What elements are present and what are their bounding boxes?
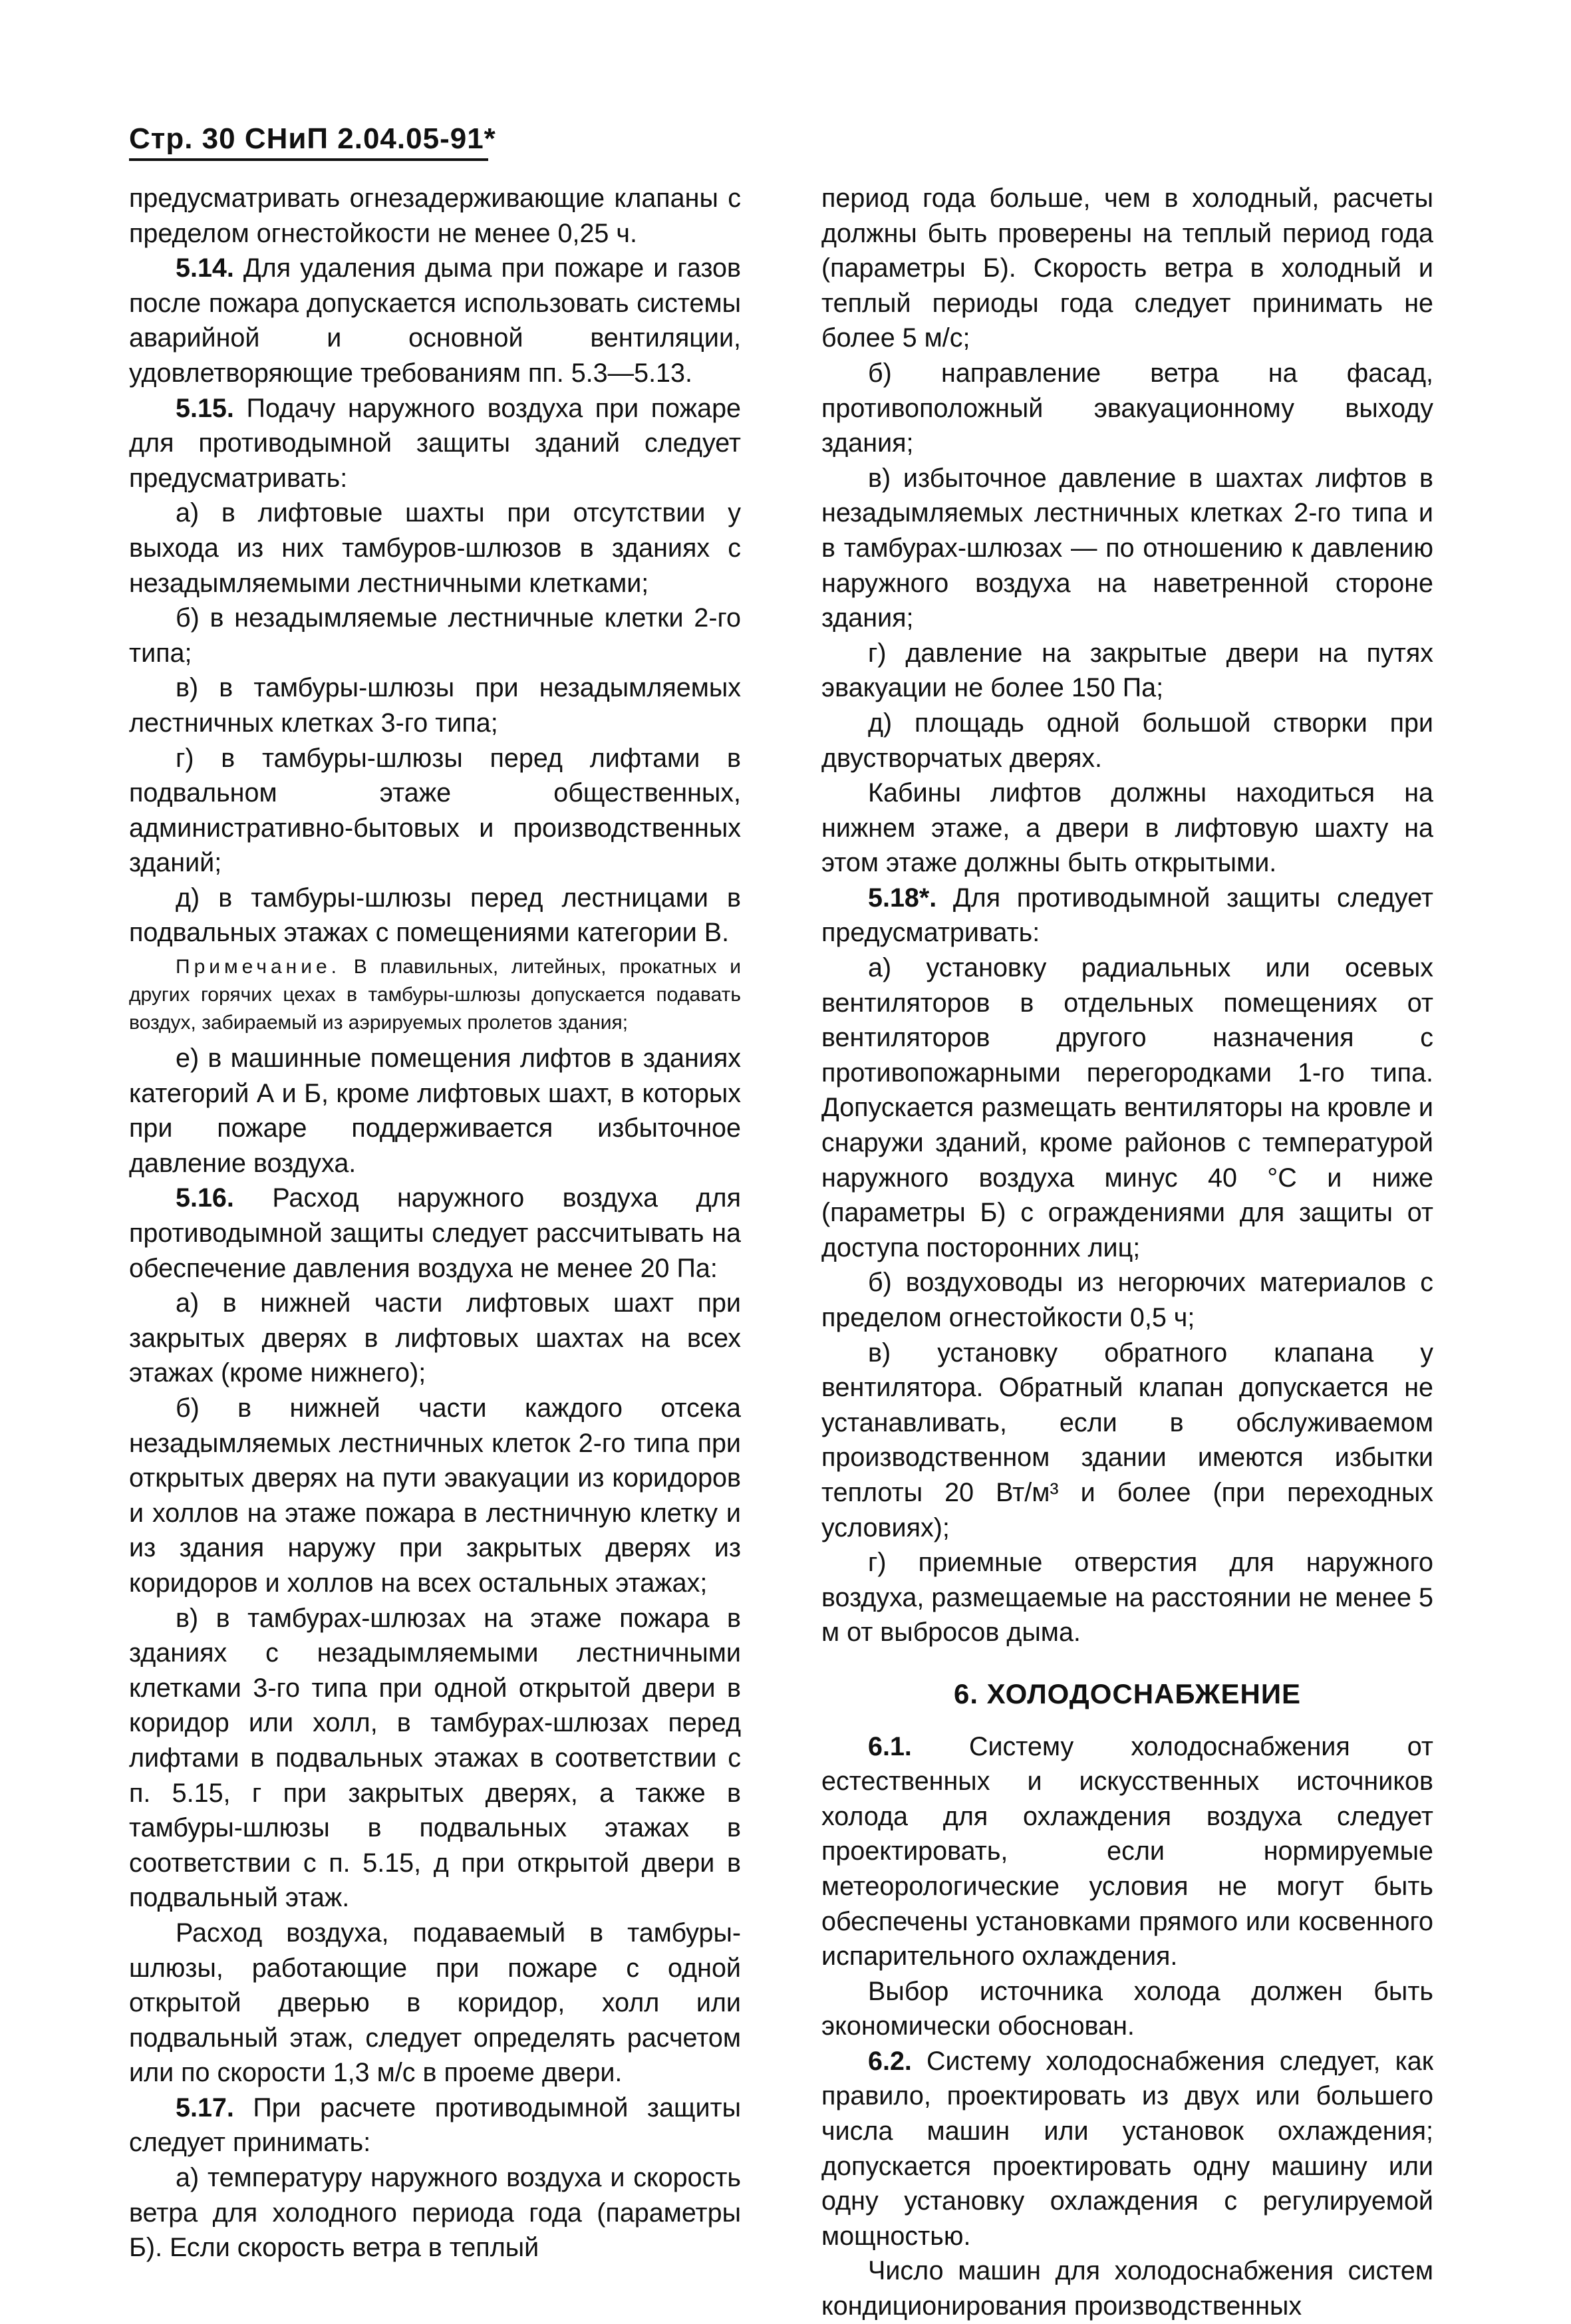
clause-6-1 <box>821 1729 1433 1974</box>
list-item: а) в лифтовые шахты при отсутствии у выхода из них тамбуров-шлюзов в зданиях с незадымляемыми лестничными клетками; <box>129 498 741 598</box>
note-label: Примечание. <box>176 956 341 978</box>
clause-6-2 <box>821 2044 1433 2254</box>
note-text: В плавильных, литейных, прокатных и других горячих цехах в тамбуры-шлюзы допускается подавать воздух, забираемый из аэрируемых пролетов здания; <box>129 956 741 1034</box>
list-item: б) в нижней части каждого отсека незадымляемых лестничных клеток 2-го типа при открытых дверях на пути эвакуации из коридоров и холлов на этаже пожара в лестничную клетку и из здания наружу при закрытых дверях из коридоров и холлов на всех остальных этажах; <box>129 1393 741 1598</box>
clause-5-15 <box>129 391 741 496</box>
clause-5-18 <box>821 881 1433 950</box>
clause-5-14 <box>129 251 741 390</box>
clause-number: 5.18*. <box>868 883 937 913</box>
left-column <box>129 181 741 2265</box>
clause-number: 5.14. <box>176 253 234 283</box>
clause-text: Систему холодоснабжения следует, как правило, проектировать из двух или большего числа машин или установок охлаждения; допускается проектировать одну машину или одну установку охлаждения с регулируемой мощностью. <box>821 2046 1433 2251</box>
list-item: б) воздуховоды из негорючих материалов с пределом огнестойкости 0,5 ч; <box>821 1268 1433 1332</box>
clause-number: 6.2. <box>868 2046 912 2076</box>
list-item: г) приемные отверстия для наружного воздуха, размещаемые на расстоянии не менее 5 м от выбросов дыма. <box>821 1548 1433 1648</box>
clause-number: 6.1. <box>868 1731 912 1761</box>
clause-text: Расход наружного воздуха для противодымной защиты следует рассчитывать на обеспечение давления воздуха не менее 20 Па: <box>129 1183 741 1283</box>
paragraph: Кабины лифтов должны находиться на нижнем этаже, а двери в лифтовую шахту на этом этаже должны быть открытыми. <box>821 778 1433 878</box>
right-column <box>821 181 1433 2324</box>
paragraph: предусматривать огнезадерживающие клапаны с пределом огнестойкости не менее 0,25 ч. <box>129 184 741 248</box>
list-item: д) площадь одной большой створки при двустворчатых дверях. <box>821 708 1433 773</box>
clause-text: При расчете противодымной защиты следует принимать: <box>129 2093 741 2158</box>
clause-number: 5.15. <box>176 393 234 423</box>
list-item: в) в тамбуры-шлюзы при незадымляемых лестничных клетках 3-го типа; <box>129 673 741 738</box>
clause-text: Для противодымной защиты следует предусматривать: <box>821 883 1433 948</box>
list-item: а) в нижней части лифтовых шахт при закрытых дверях в лифтовых шахтах на всех этажах (кроме нижнего); <box>129 1288 741 1388</box>
note <box>129 953 741 1037</box>
list-item: а) температуру наружного воздуха и скорость ветра для холодного периода года (параметры Б). Если скорость ветра в теплый <box>129 2163 741 2263</box>
clause-text: Для удаления дыма при пожаре и газов после пожара допускается использовать системы аварийной и основной вентиляции, удовлетворяющие требованиям пп. 5.3—5.13. <box>129 253 742 388</box>
list-item: а) установку радиальных или осевых вентиляторов в отдельных помещениях от вентиляторов другого назначения с противопожарными перегородками 1-го типа. Допускается размещать вентиляторы на кровле и снаружи зданий, кроме районов с температурой наружного воздуха минус 40 °С и ниже (параметры Б) с ограждениями для защиты от доступа посторонних лиц; <box>821 953 1433 1262</box>
list-item: б) в незадымляемые лестничные клетки 2-го типа; <box>129 603 741 668</box>
list-item: е) в машинные помещения лифтов в зданиях категорий А и Б, кроме лифтовых шахт, в которых при пожаре поддерживается избыточное давление воздуха. <box>129 1044 741 1178</box>
list-item: в) установку обратного клапана у вентилятора. Обратный клапан допускается не устанавливать, если в обслуживаемом производственном здании имеются избытки теплоты 20 Вт/м³ и более (при переходных условиях); <box>821 1338 1433 1542</box>
list-item: в) в тамбурах-шлюзах на этаже пожара в зданиях с незадымляемыми лестничными клетками 3-го типа при одной открытой двери в коридор или холл, в тамбурах-шлюзах перед лифтами в подвальных этажах в соответствии с п. 5.15, г при закрытых дверях, а также в тамбуры-шлюзы в подвальных этажах в соответствии с п. 5.15, д при открытой двери в подвальный этаж. <box>129 1603 741 1913</box>
list-item: в) избыточное давление в шахтах лифтов в незадымляемых лестничных клетках 2-го типа и в тамбурах-шлюзах — по отношению к давлению наружного воздуха на наветренной стороне здания; <box>821 463 1433 633</box>
clause-5-17 <box>129 2091 741 2160</box>
paragraph: Выбор источника холода должен быть экономически обоснован. <box>821 1976 1433 2041</box>
list-item: б) направление ветра на фасад, противоположный эвакуационному выходу здания; <box>821 358 1433 458</box>
list-item: г) давление на закрытые двери на путях эвакуации не более 150 Па; <box>821 638 1433 703</box>
clause-number: 5.16. <box>176 1183 234 1213</box>
clause-text: Подачу наружного воздуха при пожаре для противодымной защиты зданий следует предусматривать: <box>129 393 741 493</box>
clause-text: Систему холодоснабжения от естественных и искусственных источников холода для охлаждения воздуха следует проектировать, если нормируемые метеорологические условия не могут быть обеспечены установками прямого или косвенного испарительного охлаждения. <box>821 1731 1433 1971</box>
clause-number: 5.17. <box>176 2093 234 2122</box>
list-item: г) в тамбуры-шлюзы перед лифтами в подвальном этаже общественных, административно-бытовых и производственных зданий; <box>129 743 741 878</box>
clause-5-16 <box>129 1181 741 1286</box>
paragraph: Число машин для холодоснабжения систем кондиционирования производственных <box>821 2256 1433 2321</box>
paragraph: период года больше, чем в холодный, расчеты должны быть проверены на теплый период года (параметры Б). Скорость ветра в холодный и теплый периоды года следует принимать не более 5 м/с; <box>821 184 1433 353</box>
page-header: Стр. 30 СНиП 2.04.05-91* <box>129 120 488 161</box>
paragraph: Расход воздуха, подаваемый в тамбуры-шлюзы, работающие при пожаре с одной открытой дверью в коридор, холл или подвальный этаж, следует определять расчетом или по скорости 1,3 м/с в проеме двери. <box>129 1918 741 2088</box>
list-item: д) в тамбуры-шлюзы перед лестницами в подвальных этажах с помещениями категории В. <box>129 883 741 948</box>
section-title: 6. ХОЛОДОСНАБЖЕНИЕ <box>953 1677 1302 1709</box>
